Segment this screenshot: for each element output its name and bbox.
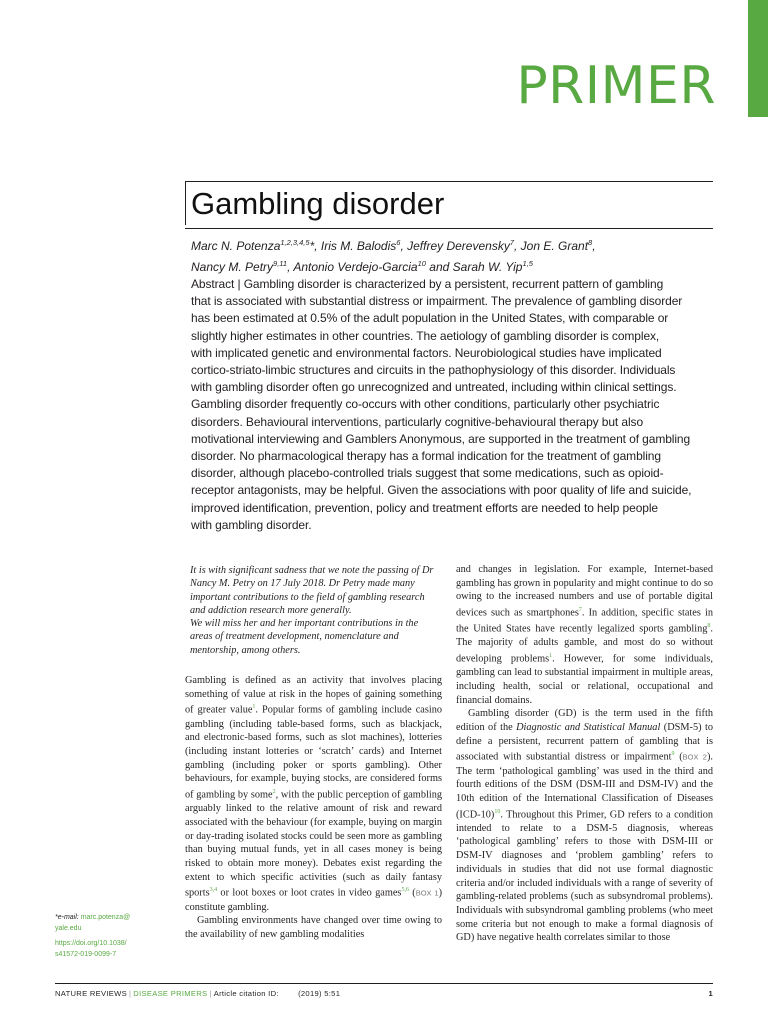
journal-series: DISEASE PRIMERS	[133, 989, 208, 998]
body-paragraph: Gambling disorder (GD) is the term used in the fifth edition of the Diagnostic and Statistical Manual (DSM-5) to define a persistent, recurrent pattern of gambling that is associated with substantial distress or impairment$^9$ (BOX 2). The term ‘pathological gambling’ was used in the third and fourth editions of the DSM (DSM-III and DSM-IV) and the 10th edition of the International Classification of Diseases (ICD-10)$^{10}$. Throughout this Primer, GD refers to a condition intended to relate to a DSM-5 diagnosis, whereas ‘pathological gambling’ refers to those with DSM-III or DSM-IV diagnoses and ‘problem gambling’ refers to individuals in studies that did not use formal diagnostic criteria and/or included individuals with a range of severity of gambling-related problems (such as subsyndromal problems). Individuals with subsyndromal gambling problems (who meet some criteria but not enough to make a formal diagnosis of GD) have negative health correlates similar to those	[456, 708, 713, 944]
reference-link[interactable]: 7	[578, 607, 582, 614]
author-name[interactable]: Iris M. Balodis	[320, 239, 397, 253]
abstract-line: slightly higher estimates in other countries. The aetiology of gambling disorder is complex,	[191, 328, 660, 343]
reference-link[interactable]: 5,6	[401, 887, 409, 894]
email-link[interactable]: marc.potenza@	[80, 914, 131, 921]
abstract-line: has been estimated at 0.5% of the adult population in the United States, with comparable or	[191, 311, 669, 326]
affiliation-ref: 8	[588, 238, 593, 247]
author-name[interactable]: Antonio Verdejo-Garcia	[293, 260, 418, 274]
abstract-line: cortico-striato-limbic structures and circuits in the pathophysiology of this disorder. Individuals	[191, 363, 676, 378]
article-title: Gambling disorder	[191, 186, 445, 221]
reference-link[interactable]: 1	[549, 653, 553, 660]
citation-year-volume: (2019) 5:51	[298, 989, 341, 998]
abstract-line: disorders. Behavioural interventions, particularly cognitive-behavioural therapy but also	[191, 414, 644, 429]
affiliation-ref: 6	[396, 238, 401, 247]
abstract-line: motivational interviewing and Gamblers Anonymous, are supported in the treatment of gambling	[191, 431, 691, 446]
body-column-right	[456, 563, 713, 945]
abstract-line: receptor antagonists, may be helpful. Given the associations with poor quality of life and suicide,	[191, 483, 692, 498]
reference-link[interactable]: 1	[252, 704, 256, 711]
tribute-note	[190, 564, 442, 657]
abstract	[191, 276, 721, 534]
author-separator: and	[425, 260, 453, 274]
author-separator: ,	[514, 239, 521, 253]
footer-rule	[55, 983, 713, 984]
title-rule-left	[185, 181, 186, 225]
title-rule-top	[185, 181, 713, 182]
abstract-line: with gambling disorder often go unrecognized and untreated, including within clinical settings.	[191, 380, 677, 395]
author-list	[191, 234, 721, 276]
tribute-paragraph: It is with significant sadness that we note the passing of Dr Nancy M. Petry on 17 July 2018. Dr Petry made many important contributions to the field of gambling research and addiction research more generally.	[190, 565, 434, 616]
body-paragraph: Gambling environments have changed over time owing to the availability of new gambling modalities	[185, 915, 442, 940]
body-paragraph: and changes in legislation. For example, Internet-based gambling has grown in popularity and might continue to do so owing to the increased numbers and use of portable digital devices such as smartphones$^7$. In addition, specific states in the United States have recently legalized sports gambling$^8$. The majority of adults gamble, and most do so without developing problems$^1$. However, for some individuals, gambling can lead to substantial impairment in multiple areas, including health, social or relational, occupational and financial domains.	[456, 564, 713, 706]
email-link[interactable]: yale.edu	[55, 925, 82, 932]
reference-link[interactable]: 8	[707, 623, 711, 630]
title-rule-bottom	[185, 228, 713, 229]
body-paragraph: Gambling is defined as an activity that involves placing something of value at risk in the hopes of gaining something of greater value$^1$. Popular forms of gambling include casino gambling (including table-based forms, such as blackjack, and electronic-based forms, such as slot machines), lotteries (including instant lotteries or ‘scratch’ cards) and Internet gambling (including poker or sports gambling). Other behaviours, for example, buying stocks, are considered forms of gambling by some$^2$, with the public perception of gambling arguably linked to the relative amount of risk and reward associated with the behaviour (for example, buying on margin or day-trading isolated stocks could be seen more as gambling than buying mutual funds, yet in all cases money is being risked to obtain more money). Debates exist regarding the extent to which specific activities (such as daily fantasy sports$^{3,4}$ or loot boxes or loot crates in video games$^{5,6}$ (BOX 1) constitute gambling.	[185, 675, 442, 913]
affiliation-ref: 1,5	[522, 259, 533, 268]
author-name[interactable]: Nancy M. Petry	[191, 260, 274, 274]
abstract-line: Gambling disorder frequently co-occurs with other conditions, particularly other psychiatric	[191, 397, 660, 412]
journal-name: NATURE REVIEWS	[55, 989, 127, 998]
box-link[interactable]: BOX 2	[682, 752, 707, 762]
page-footer: NATURE REVIEWS | DISEASE PRIMERS | Article citation ID: (2019) 5:51 1	[55, 989, 713, 998]
abstract-line: with gambling disorder.	[191, 517, 312, 532]
email-label: *e-mail:	[55, 914, 79, 921]
affiliation-ref: 10	[417, 259, 426, 268]
tribute-paragraph: We will miss her and her important contributions in the areas of treatment development, nomenclature and mentorship, among others.	[190, 618, 419, 656]
doi-link[interactable]: https://doi.org/10.1038/ s41572-019-0099-7	[55, 940, 127, 958]
abstract-line: disorder, although placebo-controlled trials suggest that some medications, such as opioid-	[191, 466, 664, 481]
affiliation-ref: 1,2,3,4,5	[280, 238, 310, 247]
body-column-left	[185, 674, 442, 942]
author-separator: ,	[592, 239, 596, 253]
abstract-line: with implicated genetic and environmental factors. Neurobiological studies have implicated	[191, 345, 662, 360]
reference-link[interactable]: 2	[272, 789, 276, 796]
reference-link[interactable]: 3,4	[209, 887, 218, 894]
abstract-line: improved identification, prevention, policy and treatment efforts are needed to help people	[191, 500, 658, 515]
section-label: PRIMER	[516, 56, 716, 116]
author-separator: ,	[287, 260, 294, 274]
citation-label: Article citation ID:	[213, 989, 279, 998]
abstract-line: disorder. No pharmacological therapy has a formal indication for the treatment of gambling	[191, 449, 661, 464]
author-separator: *,	[309, 239, 321, 253]
author-separator: ,	[400, 239, 408, 253]
affiliation-ref: 7	[509, 238, 514, 247]
abstract-line: that is associated with substantial distress or impairment. The prevalence of gambling disorder	[191, 294, 683, 309]
author-name[interactable]: Jeffrey Derevensky	[407, 239, 510, 253]
reference-link[interactable]: 9	[671, 751, 675, 758]
reference-link[interactable]: 10	[494, 808, 501, 815]
page-number: 1	[708, 989, 713, 998]
author-name[interactable]: Jon E. Grant	[520, 239, 589, 253]
author-name[interactable]: Sarah W. Yip	[452, 260, 523, 274]
section-color-bar	[748, 0, 768, 117]
affiliation-ref: 9,11	[273, 259, 288, 268]
correspondence-email	[55, 912, 155, 934]
author-name[interactable]: Marc N. Potenza	[191, 239, 281, 253]
box-link[interactable]: BOX 1	[415, 888, 439, 898]
abstract-line: Abstract | Gambling disorder is characterized by a persistent, recurrent pattern of gambling	[191, 277, 664, 291]
